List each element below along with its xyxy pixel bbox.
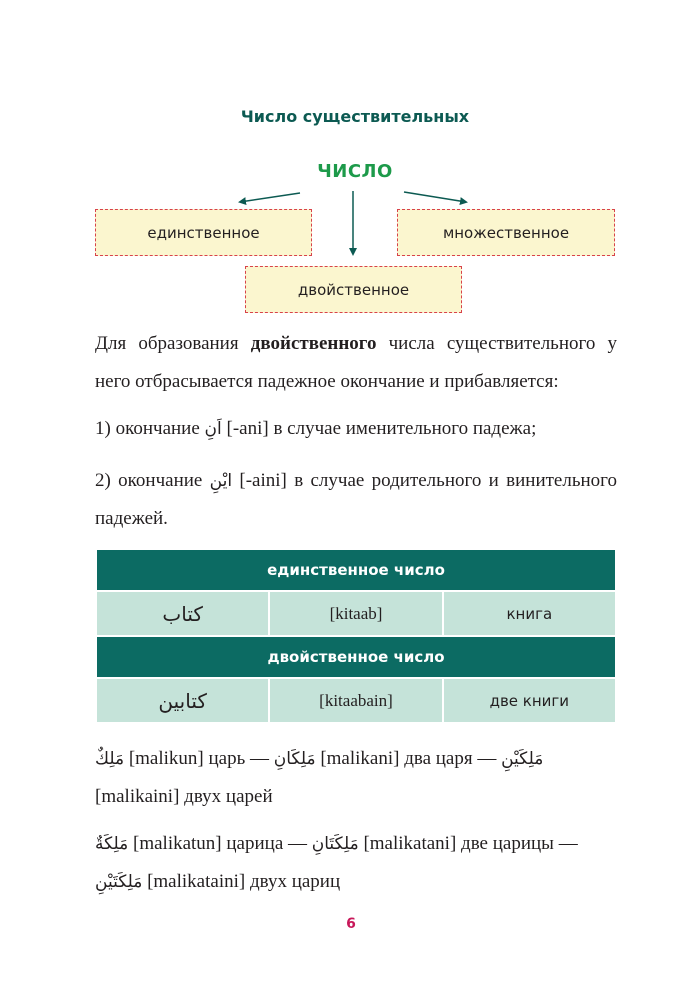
arrow-to-singular xyxy=(240,193,300,202)
box-dual: двойственное xyxy=(245,266,462,313)
paragraph-intro xyxy=(95,325,617,401)
table-row xyxy=(96,678,616,723)
example1-text-dual-nom: [malikani] два царя — xyxy=(315,748,502,769)
example1-text-singular: [malikun] царь — xyxy=(124,748,274,769)
table-row xyxy=(96,591,616,636)
page-title: Число существительных xyxy=(240,107,470,126)
example1-arabic-dual-nom: مَلِكَانِ xyxy=(273,749,316,769)
example-1 xyxy=(95,740,617,816)
example1-arabic-singular: مَلِكٌ xyxy=(95,749,125,769)
example2-text-dual-nom: [malikatani] две царицы — xyxy=(358,833,578,854)
example2-arabic-dual-nom: مَلِكَتَانِ xyxy=(311,834,359,854)
item2-arabic-ending: ايْنِ xyxy=(209,471,233,491)
example2-arabic-dual-gen: مَلِكَتَيْنِ xyxy=(95,872,143,892)
list-item-2 xyxy=(95,462,617,538)
item2-text-start: 2) окончание xyxy=(95,470,210,491)
intro-text-start: Для образования xyxy=(95,333,251,354)
example2-text-singular: [malikatun] царица — xyxy=(128,833,312,854)
example1-text-dual-gen: [malikaini] двух царей xyxy=(95,786,273,807)
item1-text-start: 1) окончание xyxy=(95,418,205,439)
intro-bold-term: двойственного xyxy=(250,333,377,354)
diagram-hub-label: ЧИСЛО xyxy=(317,161,393,182)
example2-text-dual-gen: [malikataini] двух цариц xyxy=(142,871,341,892)
example-2 xyxy=(95,825,617,901)
number-table xyxy=(95,548,617,724)
table-header-dual: двойственное число xyxy=(96,636,616,678)
table-header-singular: единственное число xyxy=(96,549,616,591)
arrow-to-plural xyxy=(404,192,466,202)
cell-arabic-singular: كتاب xyxy=(96,591,269,636)
example2-arabic-singular: مَلِكَةٌ xyxy=(95,834,129,854)
cell-translit-dual: [kitaabain] xyxy=(269,678,442,723)
cell-arabic-dual: كتابين xyxy=(96,678,269,723)
example1-arabic-dual-gen: مَلِكَيْنِ xyxy=(501,749,544,769)
box-plural: множественное xyxy=(397,209,615,256)
cell-meaning-dual: две книги xyxy=(443,678,616,723)
box-singular: единственное xyxy=(95,209,312,256)
list-item-1 xyxy=(95,410,617,448)
item2-text-end: [-aini] в случае родительного и винительного падежей. xyxy=(95,470,617,529)
cell-meaning-singular: книга xyxy=(443,591,616,636)
cell-translit-singular: [kitaab] xyxy=(269,591,442,636)
page-number: 6 xyxy=(346,916,356,932)
intro-text-end: числа существительного у него отбрасывается падежное окончание и прибавляется: xyxy=(95,333,617,392)
item1-text-end: [-ani] в случае именительного падежа; xyxy=(221,418,537,439)
item1-arabic-ending: اَنِ xyxy=(204,419,222,439)
